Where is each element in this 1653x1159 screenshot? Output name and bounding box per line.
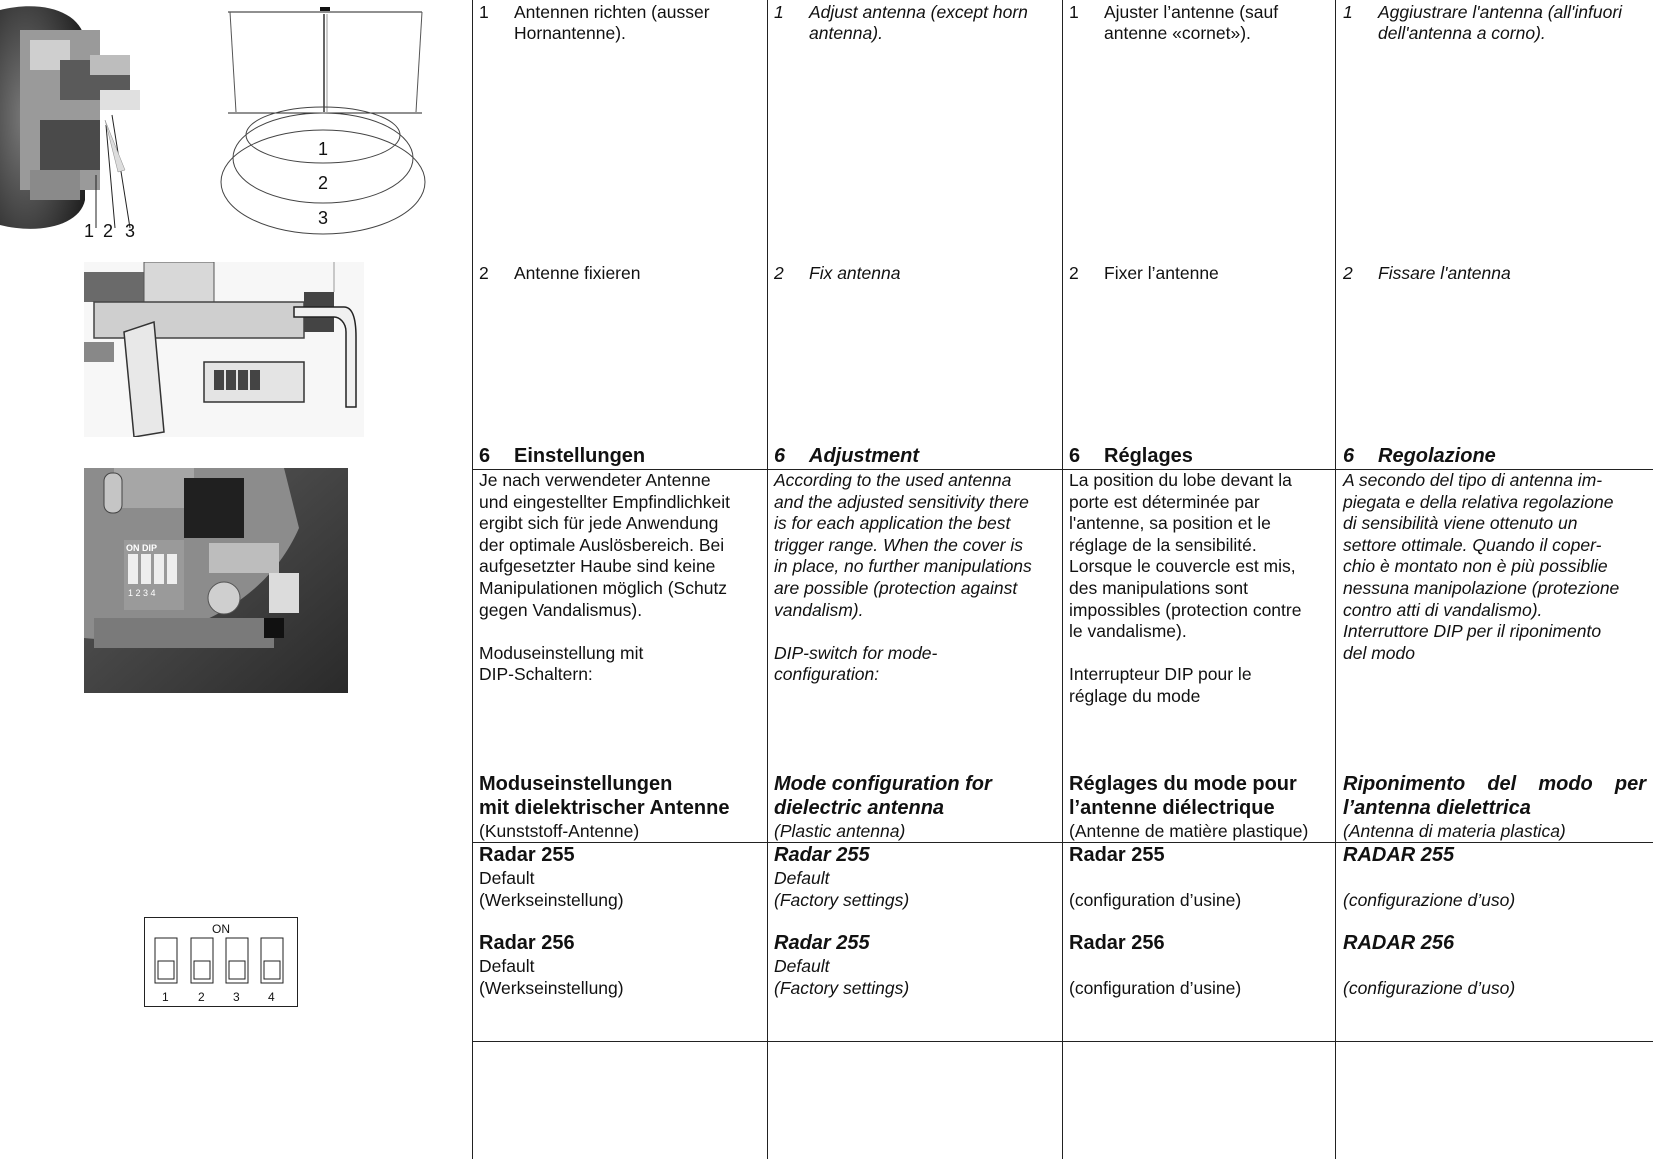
- body-line: der optimale Auslösbereich. Bei: [479, 534, 725, 555]
- section-title: Einstellungen: [514, 445, 646, 467]
- detection-zone-diagram: [210, 0, 430, 235]
- section-number: 6: [1343, 445, 1355, 467]
- step-2: [774, 263, 1046, 284]
- body-line: nessuna manipolazione (protezione: [1343, 577, 1620, 598]
- dip-switch-schematic: [144, 917, 298, 1007]
- mode-heading-line: l’antenne diélectrique: [1069, 797, 1275, 819]
- antenna-adjust-illustration: [0, 0, 150, 245]
- section-heading: [1069, 445, 1193, 468]
- radar-factory: (Factory settings): [774, 890, 910, 910]
- section-body: [1343, 470, 1619, 664]
- mode-intro-line: configuration:: [774, 664, 880, 685]
- step-1: [1343, 2, 1648, 44]
- body-line: vandalism).: [774, 599, 864, 620]
- zone-label-2: 2: [318, 173, 329, 193]
- step-number: 2: [1069, 263, 1079, 283]
- radar-factory: (Werkseinstellung): [479, 978, 624, 998]
- section-body: [479, 470, 730, 686]
- body-line: According to the used antenna: [774, 470, 1012, 490]
- step-2: [1069, 263, 1341, 284]
- step-number: 1: [774, 2, 784, 22]
- pcb-dip-label: ON DIP: [126, 543, 158, 553]
- mode-heading-line: Mode configuration for: [774, 773, 992, 795]
- radar-default: Default: [479, 956, 535, 976]
- section-number: 6: [479, 445, 491, 467]
- lens-label-2: 2: [103, 221, 114, 241]
- antenna-fix-photo: [84, 262, 364, 437]
- body-line: le vandalisme).: [1069, 621, 1187, 642]
- section-body: [774, 470, 1032, 686]
- section-number: 6: [774, 445, 786, 467]
- mode-heading-line: l’antenna dielettrica: [1343, 797, 1531, 819]
- step-text: Adjust antenna (except horn antenna).: [809, 2, 1028, 43]
- mode-heading-line: Riponimento del modo per: [1343, 773, 1646, 795]
- lens-label-3: 3: [125, 221, 136, 241]
- section-title: Regolazione: [1378, 445, 1496, 467]
- step-text: Fix antenna: [809, 263, 901, 283]
- step-text: Fixer l’antenne: [1104, 263, 1219, 283]
- body-line: l'antenne, sa position et le: [1069, 513, 1271, 534]
- section-number: 6: [1069, 445, 1081, 467]
- mode-heading: [1343, 772, 1646, 842]
- body-line: settore ottimale. Quando il coper-: [1343, 534, 1602, 555]
- antenna-fix-illustration: [84, 262, 364, 437]
- body-line: del modo: [1343, 642, 1415, 663]
- radar-factory: (configuration d’usine): [1069, 890, 1242, 910]
- radar-title: RADAR 255: [1343, 844, 1455, 866]
- row-divider: [472, 1041, 1653, 1042]
- mode-heading: [774, 772, 992, 842]
- pcb-dip-switch-illustration: [84, 468, 348, 693]
- section-heading: [479, 445, 645, 468]
- dip-number-3: 3: [233, 990, 240, 1004]
- radar-settings: [1069, 843, 1241, 999]
- column-divider: [767, 0, 768, 1159]
- mode-heading-line: dielectric antenna: [774, 797, 945, 819]
- mode-subheading: (Plastic antenna): [774, 821, 906, 841]
- body-line: Interruttore DIP per il riponimento: [1343, 621, 1602, 642]
- mode-heading: [479, 772, 729, 842]
- body-line: di sensibilità viene ottenuto un: [1343, 513, 1578, 534]
- mode-intro-line: Moduseinstellung mit: [479, 642, 644, 663]
- step-1: [774, 2, 1046, 44]
- step-text: Antennen richten (ausser Hornantenne).: [514, 2, 710, 43]
- body-line: aufgesetzter Haube sind keine: [479, 556, 716, 577]
- radar-default: Default: [774, 868, 830, 888]
- body-line: impossibles (protection contre: [1069, 599, 1302, 620]
- body-line: is for each application the best: [774, 513, 1011, 534]
- mode-subheading: (Antenne de matière plastique): [1069, 821, 1309, 841]
- step-number: 1: [1343, 2, 1353, 22]
- mode-heading-line: mit dielektrischer Antenne: [479, 797, 730, 819]
- dip-number-4: 4: [268, 990, 275, 1004]
- section-heading: [774, 445, 919, 468]
- radar-factory: (Factory settings): [774, 978, 910, 998]
- zone-label-1: 1: [318, 139, 329, 159]
- radar-settings: [1343, 843, 1515, 999]
- body-line: réglage de la sensibilité.: [1069, 534, 1257, 555]
- mode-heading: [1069, 772, 1308, 842]
- body-line: ergibt sich für jede Anwendung: [479, 513, 719, 534]
- pcb-dip-switch-photo: [84, 468, 348, 693]
- step-1: [479, 2, 751, 44]
- body-line: in place, no further manipulations: [774, 556, 1032, 577]
- radar-default: Default: [774, 956, 830, 976]
- body-line: chio è montato non è più possiblie: [1343, 556, 1608, 577]
- body-line: Je nach verwendeter Antenne: [479, 470, 711, 490]
- mode-heading-line: Moduseinstellungen: [479, 773, 673, 795]
- radar-default: Default: [479, 868, 535, 888]
- radar-factory: (Werkseinstellung): [479, 890, 624, 910]
- body-line: A secondo del tipo di antenna im-: [1343, 470, 1603, 490]
- step-number: 2: [479, 263, 489, 283]
- radar-title: RADAR 256: [1343, 932, 1455, 954]
- body-line: Lorsque le couvercle est mis,: [1069, 556, 1296, 577]
- body-line: porte est déterminée par: [1069, 491, 1260, 512]
- mode-heading-line: Réglages du mode pour: [1069, 773, 1297, 795]
- section-body: [1069, 470, 1301, 708]
- column-divider: [472, 0, 473, 1159]
- step-text: Aggiustrare l'antenna (all'infuori dell'antenna a corno).: [1378, 2, 1623, 43]
- step-number: 2: [774, 263, 784, 283]
- body-line: des manipulations sont: [1069, 577, 1248, 598]
- step-2: [479, 263, 751, 284]
- radar-settings: [774, 843, 909, 999]
- dip-number-1: 1: [162, 990, 169, 1004]
- radar-settings: [479, 843, 624, 999]
- step-text: Fissare l'antenna: [1378, 263, 1511, 283]
- section-heading: [1343, 445, 1496, 468]
- radar-title: Radar 256: [479, 932, 575, 954]
- mode-intro-line: DIP-Schaltern:: [479, 664, 593, 685]
- radar-title: Radar 255: [774, 844, 870, 866]
- body-line: piegata e della relativa regolazione: [1343, 491, 1614, 512]
- mode-intro-line: Interrupteur DIP pour le: [1069, 664, 1252, 685]
- section-title: Réglages: [1104, 445, 1193, 467]
- radar-factory: (configurazione d’uso): [1343, 890, 1516, 910]
- body-line: und eingestellter Empfindlichkeit: [479, 491, 730, 512]
- column-divider: [1062, 0, 1063, 1159]
- mode-subheading: (Kunststoff-Antenne): [479, 821, 640, 841]
- step-text: Ajuster l’antenne (sauf antenne «cornet»).: [1104, 2, 1279, 43]
- radar-title: Radar 256: [1069, 932, 1165, 954]
- radar-title: Radar 255: [774, 932, 870, 954]
- body-line: are possible (protection against: [774, 577, 1018, 598]
- step-number: 2: [1343, 263, 1353, 283]
- step-number: 1: [479, 2, 489, 22]
- body-line: La position du lobe devant la: [1069, 470, 1292, 490]
- body-line: Manipulationen möglich (Schutz: [479, 577, 728, 598]
- column-divider: [1335, 0, 1336, 1159]
- step-2: [1343, 263, 1648, 284]
- dip-number-2: 2: [198, 990, 205, 1004]
- lens-label-1: 1: [84, 221, 95, 241]
- radar-factory: (configurazione d’uso): [1343, 978, 1516, 998]
- mode-subheading: (Antenna di materia plastica): [1343, 821, 1566, 841]
- mode-intro-line: réglage du mode: [1069, 685, 1201, 706]
- section-title: Adjustment: [809, 445, 919, 467]
- pcb-dip-numbers: 1 2 3 4: [128, 588, 156, 598]
- body-line: and the adjusted sensitivity there: [774, 491, 1029, 512]
- mode-intro-line: DIP-switch for mode-: [774, 642, 938, 663]
- step-text: Antenne fixieren: [514, 263, 641, 283]
- body-line: trigger range. When the cover is: [774, 534, 1024, 555]
- step-1: [1069, 2, 1341, 44]
- body-line: gegen Vandalismus).: [479, 599, 643, 620]
- dip-on-label: ON: [212, 922, 230, 936]
- radar-title: Radar 255: [479, 844, 575, 866]
- radar-factory: (configuration d’usine): [1069, 978, 1242, 998]
- step-number: 1: [1069, 2, 1079, 22]
- detection-zone-illustration: [210, 0, 430, 235]
- radar-title: Radar 255: [1069, 844, 1165, 866]
- antenna-adjust-photo: [0, 0, 150, 245]
- zone-label-3: 3: [318, 208, 329, 228]
- body-line: contro atti di vandalismo).: [1343, 599, 1543, 620]
